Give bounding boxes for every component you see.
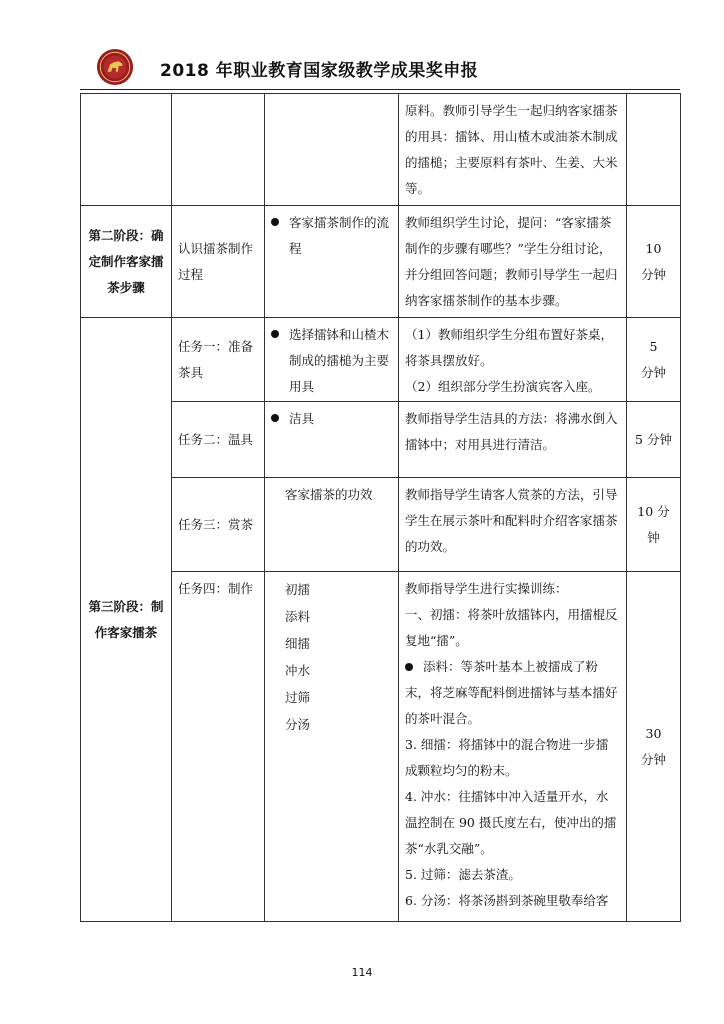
- table-row: [81, 206, 681, 318]
- content-cell: [265, 206, 399, 318]
- content-cell: [265, 402, 399, 478]
- task-cell: [172, 94, 265, 206]
- activity-line: 的擂槌；主要原料有茶叶、生姜、大米: [405, 155, 618, 170]
- content-text: 客家擂茶制作的流程: [289, 215, 390, 256]
- table-row: [81, 94, 681, 206]
- bullet-icon: [405, 663, 413, 671]
- activity-cell: [399, 318, 627, 402]
- teaching-plan-table: [80, 93, 681, 922]
- content-text: 洁具: [289, 411, 315, 426]
- bullet-icon: [271, 414, 279, 422]
- header-title: 2018 年职业教育国家级教学成果奖申报: [160, 61, 479, 81]
- activity-text: 4. 冲水：往擂钵中冲入适量开水，水温控制在 90 摄氏度左右，使冲出的擂茶“水乳交融”。: [405, 789, 617, 856]
- activity-text: （2）组织部分学生扮演宾客入座。: [405, 379, 601, 394]
- activity-text: 一、初擂：将茶叶放擂钵内，用擂棍反复地“擂”。: [405, 607, 618, 648]
- bullet-icon: [271, 330, 279, 338]
- time-cell: 10 分钟: [627, 206, 681, 318]
- content-cell: [265, 94, 399, 206]
- school-seal-icon: [96, 48, 134, 86]
- step-item: 细擂: [285, 636, 311, 651]
- activity-text: [405, 654, 620, 732]
- activity-line: 原料。教师引导学生一起归纳客家擂茶: [405, 103, 618, 118]
- time-cell: 30 分钟: [627, 572, 681, 922]
- content-text: 选择擂钵和山楂木制成的擂槌为主要用具: [289, 327, 390, 394]
- step-item: 过筛: [285, 690, 311, 705]
- task-cell: 任务四：制作: [172, 572, 265, 922]
- page-header: [80, 38, 680, 86]
- activity-text: （1）教师组织学生分组布置好茶桌，将茶具摆放好。: [405, 327, 613, 368]
- bullet-icon: [271, 218, 279, 226]
- task-cell: 认识擂茶制作过程: [172, 206, 265, 318]
- task-cell: 任务三：赏茶: [172, 478, 265, 572]
- activity-cell: 教师指导学生洁具的方法：将沸水倒入擂钵中；对用具进行清洁。: [399, 402, 627, 478]
- table-row: [81, 318, 681, 402]
- step-item: 添料: [285, 609, 311, 624]
- activity-text: 添料：等茶叶基本上被擂成了粉末，将芝麻等配料倒进擂钵与基本擂好的茶叶混合。: [405, 659, 618, 726]
- time-cell: 5 分钟: [627, 318, 681, 402]
- activity-line: 的用具：擂钵、用山楂木或油茶木制成: [405, 129, 618, 144]
- activity-text: 教师指导学生进行实操训练：: [405, 581, 568, 596]
- activity-cell: 教师组织学生讨论，提问：“客家擂茶制作的步骤有哪些？”学生分组讨论，并分组回答问题；教师引导学生一起归纳客家擂茶制作的基本步骤。: [399, 206, 627, 318]
- stage-cell: 第二阶段：确定制作客家擂茶步骤: [81, 206, 172, 318]
- content-cell: [265, 478, 399, 572]
- task-cell: 任务一：准备茶具: [172, 318, 265, 402]
- content-cell: [265, 572, 399, 922]
- activity-text: 6. 分汤：将茶汤斟到茶碗里敬奉给客: [405, 893, 609, 908]
- time-cell: 5 分钟: [627, 402, 681, 478]
- activity-line: 等。: [405, 181, 431, 196]
- activity-cell: [399, 94, 627, 206]
- content-cell: [265, 318, 399, 402]
- step-item: 分汤: [285, 717, 311, 732]
- stage-cell: 第三阶段：制作客家擂茶: [81, 318, 172, 922]
- activity-text: 5. 过筛：滤去茶渣。: [405, 867, 521, 882]
- step-item: 初擂: [285, 582, 311, 597]
- page-number: 114: [351, 966, 373, 979]
- activity-cell: [399, 572, 627, 922]
- task-cell: 任务二：温具: [172, 402, 265, 478]
- step-item: 冲水: [285, 663, 311, 678]
- activity-text: 3. 细擂：将擂钵中的混合物进一步擂成颗粒均匀的粉末。: [405, 737, 609, 778]
- time-cell: [627, 94, 681, 206]
- stage-cell: [81, 94, 172, 206]
- content-text: 客家擂茶的功效: [285, 487, 373, 502]
- activity-cell: 教师指导学生请客人赏茶的方法，引导学生在展示茶叶和配料时介绍客家擂茶的功效。: [399, 478, 627, 572]
- time-cell: 10 分 钟: [627, 478, 681, 572]
- header-divider: [80, 89, 680, 90]
